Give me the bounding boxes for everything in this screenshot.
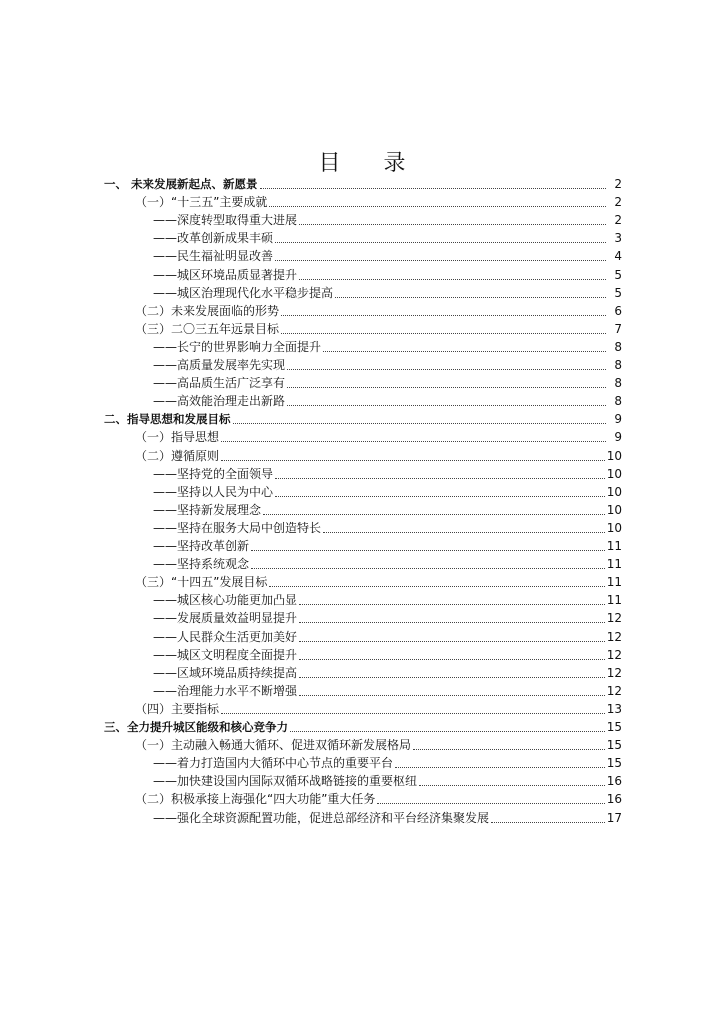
toc-entry-page-number: 9 [614, 430, 622, 445]
toc-entry-page-number: 10 [606, 448, 622, 463]
toc-entry-page-number: 10 [606, 502, 622, 517]
dot-leader [221, 441, 606, 442]
toc-entry-label: （一）主动融入畅通大循环、促进双循环新发展格局 [135, 738, 412, 753]
toc-entry-label: （一）“十三五”主要成就 [135, 195, 268, 210]
toc-entry[interactable] [153, 284, 622, 302]
toc-entry-page-number: 10 [606, 466, 622, 481]
dot-leader [335, 297, 606, 298]
toc-entry-label: （二）未来发展面临的形势 [135, 303, 280, 318]
toc-entry-page-number: 8 [614, 358, 622, 372]
dot-leader [275, 260, 606, 261]
dot-leader [299, 641, 605, 642]
dot-leader [323, 351, 606, 352]
dot-leader [221, 460, 605, 461]
toc-entry-label: ——强化全球资源配置功能，促进总部经济和平台经济集聚发展 [153, 810, 490, 825]
dot-leader [413, 749, 605, 750]
toc-entry-page-number: 7 [614, 321, 622, 336]
toc-entry-label: ——民生福祉明显改善 [153, 249, 274, 264]
toc-entry-label: ——城区核心功能更加凸显 [153, 593, 298, 608]
toc-entry[interactable] [135, 428, 622, 446]
toc-entry[interactable] [153, 754, 622, 772]
dot-leader [419, 785, 605, 786]
dot-leader [491, 822, 605, 823]
toc-entry-label: ——深度转型取得重大进展 [153, 213, 298, 228]
dot-leader [299, 279, 606, 280]
toc-entry-page-number: 8 [614, 339, 622, 354]
toc-entry-label: （二）积极承接上海强化“四大功能”重大任务 [135, 792, 376, 807]
dot-leader [275, 496, 605, 497]
toc-entry[interactable] [135, 302, 622, 320]
dot-leader [233, 423, 607, 424]
toc-entry-label: ——加快建设国内国际双循环战略链接的重要枢纽 [153, 774, 418, 789]
toc-entry-label: （二）遵循原则 [135, 448, 220, 463]
dot-leader [395, 767, 605, 768]
toc-entry-page-number: 13 [606, 701, 622, 716]
toc-entry-label: ——人民群众生活更加美好 [153, 629, 298, 644]
toc-entry-label: ——高质量发展率先实现 [153, 358, 286, 372]
toc-entry-label: ——坚持以人民为中心 [153, 484, 274, 499]
toc-entry-label: ——城区环境品质显著提升 [153, 267, 298, 282]
toc-entry[interactable] [153, 537, 622, 555]
toc-entry[interactable] [135, 193, 622, 211]
toc-entry-page-number: 12 [606, 647, 622, 662]
dot-leader [281, 315, 606, 316]
toc-entry[interactable] [153, 519, 622, 537]
page-title: 目 录 [318, 151, 424, 176]
toc-entry[interactable] [135, 320, 622, 338]
dot-leader [287, 405, 606, 406]
toc-entry[interactable] [153, 664, 622, 682]
toc-entry-label: 三、全力提升城区能级和核心竞争力 [104, 720, 288, 734]
toc-entry-label: 二、指导思想和发展目标 [104, 412, 231, 427]
dot-leader [299, 677, 605, 678]
toc-entry-page-number: 16 [606, 792, 622, 807]
toc-entry-page-number: 12 [606, 611, 622, 626]
toc-entry-page-number: 8 [614, 394, 622, 409]
toc-entry[interactable] [135, 573, 622, 591]
toc-entry-label: ——坚持新发展理念 [153, 502, 262, 517]
toc-entry-page-number: 5 [614, 267, 622, 282]
toc-entry-page-number: 15 [606, 756, 622, 771]
toc-entry[interactable] [153, 628, 622, 646]
toc-entry-page-number: 10 [606, 484, 622, 499]
dot-leader [287, 369, 606, 370]
toc-entry-label: （一）指导思想 [135, 430, 220, 445]
dot-leader [275, 242, 606, 243]
toc-entry-label: ——坚持在服务大局中创造特长 [153, 520, 322, 535]
toc-entry-page-number: 11 [606, 575, 622, 590]
dot-leader [299, 695, 605, 696]
toc-entry-label: ——高效能治理走出新路 [153, 394, 286, 409]
dot-leader [263, 514, 605, 515]
toc-entry-page-number: 3 [614, 231, 622, 246]
toc-entry[interactable] [153, 338, 622, 356]
dot-leader [377, 803, 604, 804]
toc-entry-page-number: 12 [606, 683, 622, 698]
toc-entry[interactable] [104, 410, 622, 428]
toc-entry-page-number: 12 [606, 629, 622, 644]
toc-entry-page-number: 2 [614, 213, 622, 228]
toc-entry-page-number: 2 [614, 177, 622, 191]
toc-entry-page-number: 17 [606, 810, 622, 825]
toc-entry[interactable] [153, 809, 622, 827]
toc-entry[interactable] [153, 247, 622, 265]
toc-entry-page-number: 2 [614, 195, 622, 210]
toc-entry-page-number: 6 [614, 303, 622, 318]
dot-leader [287, 387, 606, 388]
toc-entry-page-number: 11 [606, 593, 622, 608]
toc-entry-page-number: 16 [606, 774, 622, 789]
dot-leader [275, 478, 605, 479]
toc-entry-label: （三）二〇三五年远景目标 [135, 321, 280, 336]
toc-entry[interactable] [153, 772, 622, 790]
toc-entry[interactable] [153, 374, 622, 392]
toc-entry-label: （四）主要指标 [135, 701, 220, 716]
dot-leader [221, 713, 605, 714]
toc-entry[interactable] [135, 736, 622, 754]
dot-leader [299, 622, 605, 623]
toc-entry-page-number: 15 [606, 738, 622, 753]
dot-leader [269, 586, 604, 587]
toc-entry-label: （三）“十四五”发展目标 [135, 575, 268, 590]
dot-leader [260, 188, 606, 189]
toc-entry-page-number: 15 [606, 720, 622, 734]
toc-entry[interactable] [153, 682, 622, 700]
dot-leader [290, 731, 605, 732]
dot-leader [251, 568, 605, 569]
toc-entry-label: ——发展质量效益明显提升 [153, 611, 298, 626]
toc-entry[interactable] [135, 447, 622, 465]
toc-entry[interactable] [153, 266, 622, 284]
toc-entry-page-number: 8 [614, 376, 622, 391]
toc-entry-label: 一、 未来发展新起点、新愿景 [104, 177, 258, 191]
toc-entry-page-number: 11 [606, 557, 622, 572]
toc-entry-page-number: 5 [614, 285, 622, 300]
toc-entry-label: ——着力打造国内大循环中心节点的重要平台 [153, 756, 394, 771]
dot-leader [251, 550, 605, 551]
toc-entry-label: ——城区文明程度全面提升 [153, 647, 298, 662]
toc-entry-label: ——区域环境品质持续提高 [153, 665, 298, 680]
toc-entry[interactable] [153, 392, 622, 410]
toc-entry[interactable] [135, 700, 622, 718]
toc-entry-page-number: 9 [614, 412, 622, 427]
toc-entry[interactable] [153, 229, 622, 247]
toc-entry-label: ——改革创新成果丰硕 [153, 231, 274, 246]
toc-entry[interactable] [153, 591, 622, 609]
toc-entry-label: ——坚持系统观念 [153, 557, 250, 572]
dot-leader [281, 333, 606, 334]
toc-entry-page-number: 4 [614, 249, 622, 264]
toc-entry[interactable] [104, 718, 622, 736]
toc-entry[interactable] [135, 790, 622, 808]
toc-entry-label: ——长宁的世界影响力全面提升 [153, 339, 322, 354]
toc-entry-label: ——城区治理现代化水平稳步提高 [153, 285, 334, 300]
toc-entry[interactable] [153, 646, 622, 664]
dot-leader [299, 659, 605, 660]
toc-entry-page-number: 11 [606, 539, 622, 553]
toc-entry[interactable] [153, 609, 622, 627]
toc-entry-page-number: 12 [606, 665, 622, 680]
toc-entry[interactable] [153, 356, 622, 374]
dot-leader [269, 206, 606, 207]
toc-entry[interactable] [153, 211, 622, 229]
dot-leader [299, 224, 606, 225]
toc-entry-label: ——高品质生活广泛享有 [153, 376, 286, 391]
toc-entry-label: ——坚持党的全面领导 [153, 466, 274, 481]
toc-entry[interactable] [104, 175, 622, 193]
dot-leader [299, 604, 605, 605]
dot-leader [323, 532, 605, 533]
toc-entry[interactable] [153, 501, 622, 519]
toc-entry-label: ——治理能力水平不断增强 [153, 683, 298, 698]
toc-entry[interactable] [153, 555, 622, 573]
toc-entry-label: ——坚持改革创新 [153, 539, 250, 553]
toc-entry[interactable] [153, 483, 622, 501]
toc-entry[interactable] [153, 465, 622, 483]
toc-entry-page-number: 10 [606, 520, 622, 535]
